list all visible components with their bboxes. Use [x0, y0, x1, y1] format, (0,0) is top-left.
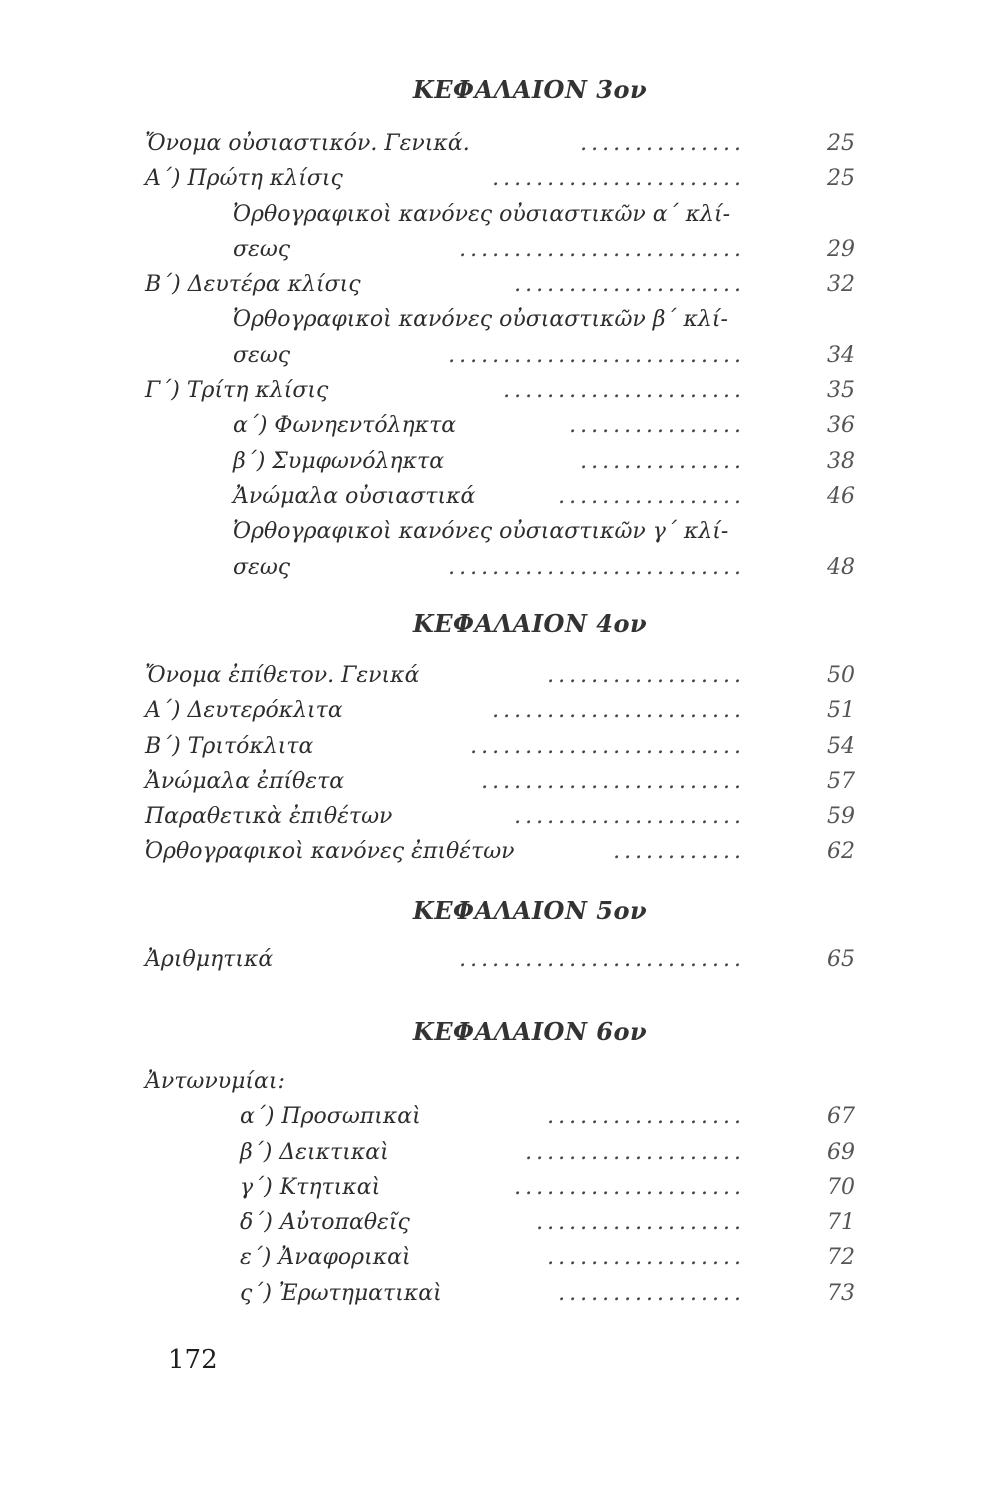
- toc-entry-label: Ἀνώμαλα ἐπίθετα: [145, 768, 345, 794]
- toc-entry-page: 36: [827, 413, 855, 439]
- toc-entry: [145, 232, 855, 267]
- toc-entry-leader: ....................: [525, 1139, 745, 1165]
- toc-entry-leader: ...............: [580, 131, 745, 156]
- toc-entry-leader: ...............: [580, 448, 745, 474]
- toc-entry-page: 32: [827, 272, 855, 298]
- toc-entry-leader: .................: [558, 1280, 745, 1306]
- toc-entry: [145, 1205, 855, 1240]
- toc-entry-page: 71: [827, 1210, 855, 1236]
- toc-entry-label: Ὄνομα ἐπίθετον. Γενικά: [145, 663, 420, 688]
- toc-entry: [145, 444, 855, 479]
- toc-entry-page: 70: [827, 1174, 855, 1200]
- toc-entry: [145, 373, 855, 408]
- toc-entry: [145, 338, 855, 373]
- toc-entry-label: Ὀρθογραφικοὶ κανόνες οὐσιαστικῶν β΄ κλί-: [233, 307, 728, 333]
- toc-entry-leader: ...........................: [448, 342, 745, 368]
- toc-entry-label: Ὀρθογραφικοὶ κανόνες οὐσιαστικῶν α΄ κλί-: [233, 201, 731, 227]
- toc-entry: [145, 1170, 855, 1205]
- toc-entry-label: δ΄) Αὐτοπαθεῖς: [240, 1210, 410, 1236]
- chapter-6: [145, 1014, 855, 1311]
- toc-entry-label: Ὄνομα οὐσιαστικόν. Γενικά.: [145, 131, 470, 156]
- toc-entry-page: 54: [827, 733, 855, 759]
- toc-entry-label: ε΄) Ἀναφορικαὶ: [240, 1245, 411, 1271]
- toc-entry: [145, 834, 855, 869]
- toc-entry-page: 34: [827, 342, 855, 368]
- toc-entry: [145, 764, 855, 799]
- toc-entry-page: 57: [827, 768, 855, 794]
- toc-entry-label: Α΄) Πρώτη κλίσις: [145, 166, 343, 192]
- chapter-title: ΚΕΦΑΛΑΙΟΝ 5ον: [412, 896, 648, 925]
- toc-entry-page: 69: [827, 1139, 855, 1165]
- toc-entry: [145, 1135, 855, 1170]
- toc-entry: [145, 197, 855, 232]
- toc-entry: [145, 514, 855, 549]
- chapter-title: ΚΕΦΑΛΑΙΟΝ 3ον: [412, 75, 648, 104]
- toc-entry: [145, 942, 855, 977]
- toc-entry-page: 50: [827, 663, 855, 688]
- toc-entry: [145, 550, 855, 585]
- toc-entry-leader: .........................: [470, 733, 745, 759]
- toc-entry-leader: ..................: [547, 1245, 745, 1271]
- toc-entry-leader: .....................: [514, 804, 745, 830]
- toc-entry-label: Ἀντωνυμίαι:: [145, 1069, 285, 1094]
- toc-entry: [145, 267, 855, 302]
- toc-entry: [145, 693, 855, 728]
- toc-entry-label: Α΄) Δευτερόκλιτα: [145, 698, 343, 724]
- toc-entry-leader: ......................: [503, 378, 745, 404]
- toc-entry-label: Ἀριθμητικά: [145, 947, 274, 972]
- toc-entry: [145, 658, 855, 693]
- chapter-title: ΚΕΦΑΛΑΙΟΝ 4ον: [412, 609, 648, 638]
- toc-entry-label: γ΄) Κτητικαὶ: [240, 1174, 381, 1200]
- toc-entry-label: Ἀνώμαλα οὐσιαστικά: [233, 483, 476, 509]
- chapter-4: [145, 606, 855, 870]
- toc-entry-page: 46: [827, 483, 855, 509]
- toc-entry: [145, 161, 855, 196]
- toc-entry-leader: .......................: [492, 166, 745, 192]
- chapter-5: [145, 893, 855, 977]
- toc-entry-leader: ...........................: [448, 554, 745, 580]
- toc-entry-leader: ..........................: [459, 947, 745, 972]
- toc-entry-label: Ὀρθογραφικοὶ κανόνες ἐπιθέτων: [145, 839, 515, 865]
- toc-entry-label: Β΄) Δευτέρα κλίσις: [145, 272, 361, 298]
- toc-entry: [145, 799, 855, 834]
- toc-entry-label: β΄) Συμφωνόληκτα: [233, 448, 445, 474]
- toc-entry-leader: ..................: [547, 1104, 745, 1130]
- toc-entry-page: 35: [827, 378, 855, 404]
- toc-entry: [145, 1064, 855, 1099]
- toc-entry-label: σεως: [233, 342, 291, 368]
- toc-entry-leader: ..........................: [459, 236, 745, 262]
- toc-entry: [145, 302, 855, 337]
- toc-entry-leader: ............: [613, 839, 745, 865]
- toc-entry-label: β΄) Δεικτικαὶ: [240, 1139, 389, 1165]
- toc-entry-page: 51: [827, 698, 855, 724]
- toc-entry: [145, 1276, 855, 1311]
- toc-entry-label: σεως: [233, 236, 291, 262]
- toc-entry: [145, 729, 855, 764]
- toc-entry: [145, 126, 855, 161]
- toc-entry-page: 48: [827, 554, 855, 580]
- toc-entry-label: α΄) Προσωπικαὶ: [240, 1104, 421, 1130]
- toc-entry-label: Ὀρθογραφικοὶ κανόνες οὐσιαστικῶν γ΄ κλί-: [233, 519, 729, 545]
- toc-entry-leader: .................: [558, 483, 745, 509]
- toc-entry-label: Παραθετικὰ ἐπιθέτων: [145, 804, 393, 830]
- toc-entry-page: 59: [827, 804, 855, 830]
- toc-entry-leader: .....................: [514, 1174, 745, 1200]
- toc-entry-label: Γ΄) Τρίτη κλίσις: [145, 378, 329, 404]
- toc-entry-label: Β΄) Τριτόκλιτα: [145, 733, 314, 759]
- toc-entry: [145, 408, 855, 443]
- toc-entry-label: ς΄) Ἐρωτηματικαὶ: [240, 1280, 442, 1306]
- toc-entry-page: 62: [827, 839, 855, 865]
- toc-entry-label: α΄) Φωνηεντόληκτα: [233, 413, 457, 439]
- page-number: 172: [168, 1345, 218, 1375]
- toc-entry-page: 25: [827, 166, 855, 192]
- chapter-title: ΚΕΦΑΛΑΙΟΝ 6ον: [412, 1017, 648, 1046]
- toc-entry-page: 65: [827, 947, 855, 972]
- toc-entry: [145, 1240, 855, 1275]
- toc-entry-page: 25: [827, 131, 855, 156]
- toc-entry: [145, 479, 855, 514]
- toc-entry-leader: ........................: [481, 768, 745, 794]
- toc-entry-page: 73: [827, 1280, 855, 1306]
- toc-entry: [145, 1099, 855, 1134]
- toc-entry-label: σεως: [233, 554, 291, 580]
- toc-entry-leader: ...................: [536, 1210, 745, 1236]
- chapter-3: [145, 72, 855, 585]
- toc-entry-page: 67: [827, 1104, 855, 1130]
- toc-entry-leader: ..................: [547, 663, 745, 688]
- toc-entry-page: 72: [827, 1245, 855, 1271]
- toc-entry-leader: .......................: [492, 698, 745, 724]
- toc-entry-page: 38: [827, 448, 855, 474]
- toc-entry-leader: .....................: [514, 272, 745, 298]
- toc-entry-leader: ................: [569, 413, 745, 439]
- toc-entry-page: 29: [827, 236, 855, 262]
